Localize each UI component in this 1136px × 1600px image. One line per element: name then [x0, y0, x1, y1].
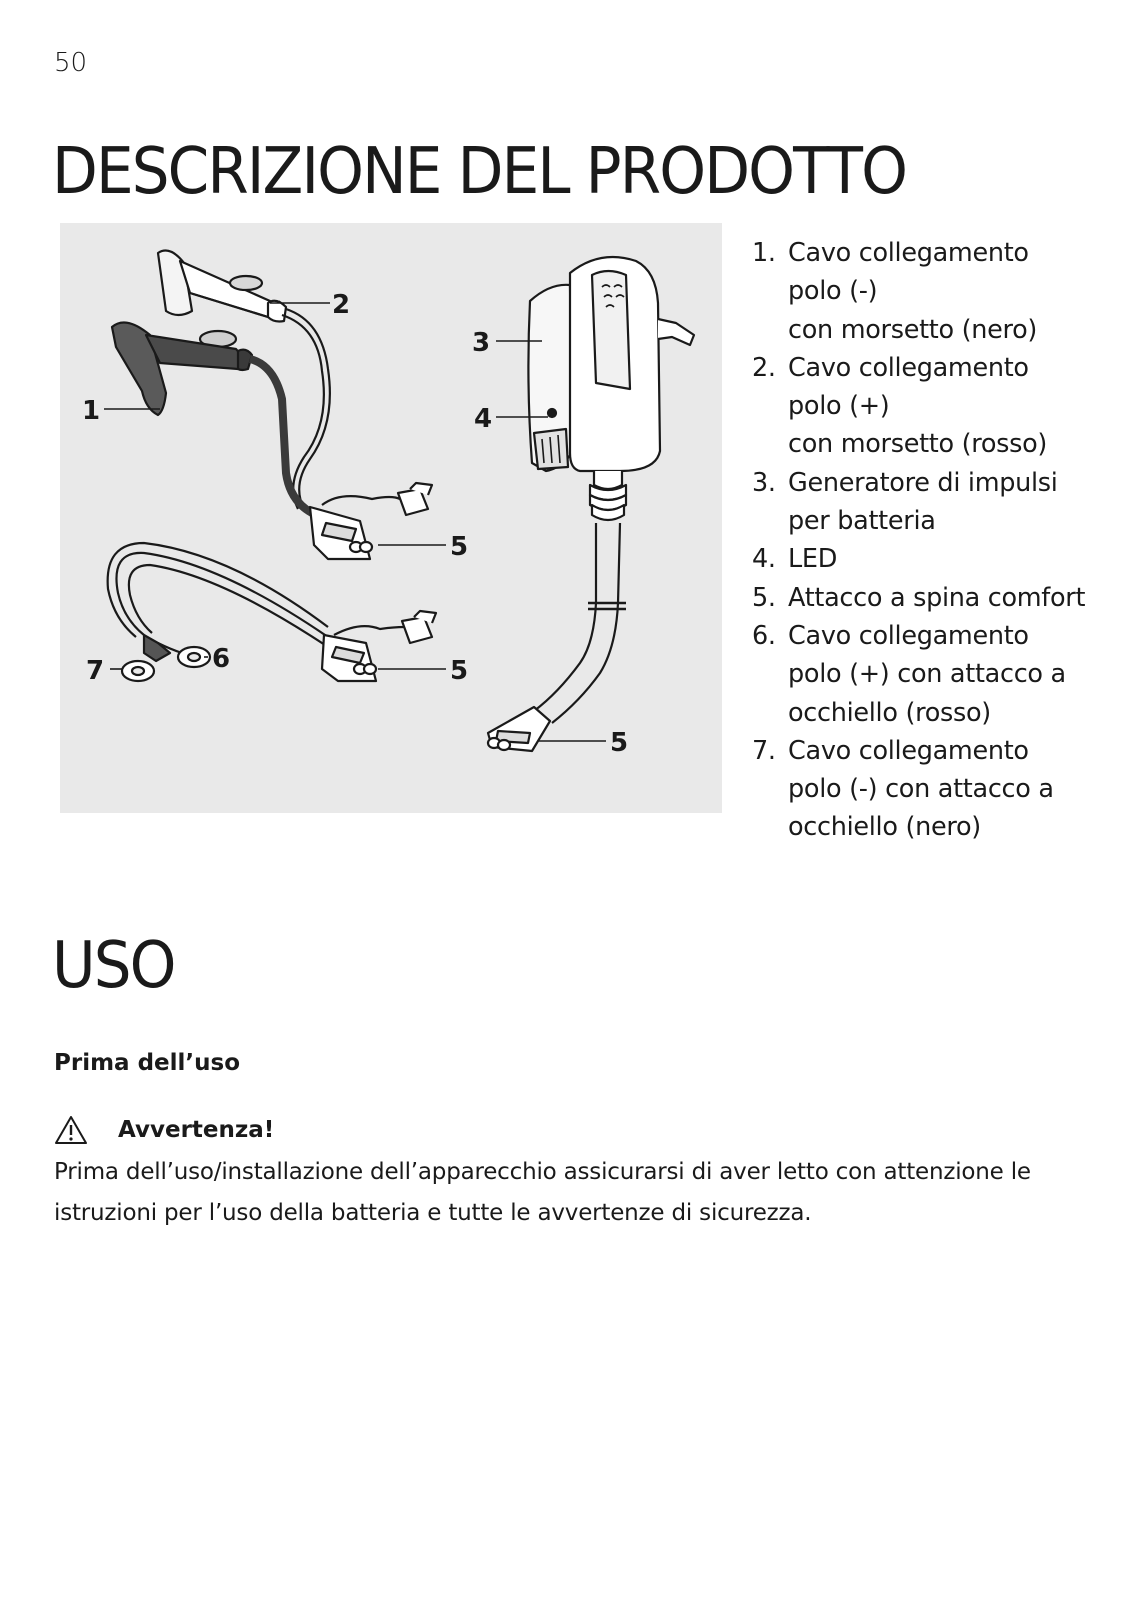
- parts-list-text: per batteria: [788, 506, 936, 537]
- warning-title: Avvertenza!: [118, 1117, 275, 1143]
- parts-list-item: [752, 732, 1132, 847]
- parts-list: [752, 234, 1132, 847]
- warning-triangle-icon: [54, 1115, 88, 1145]
- parts-list-text: polo (+) con attacco a: [788, 659, 1066, 690]
- callout-1: 1: [82, 396, 101, 426]
- parts-list-item: [752, 540, 1132, 578]
- parts-list-text: con morsetto (nero): [788, 314, 1038, 345]
- parts-list-text: Cavo collegamento: [788, 352, 1029, 383]
- parts-list-number: 1.: [752, 238, 776, 268]
- product-illustration: [60, 223, 722, 813]
- callout-7: 7: [86, 656, 105, 686]
- page-number: 50: [54, 48, 88, 78]
- parts-list-item: [752, 579, 1132, 617]
- clamp-negative-drawing: [112, 323, 312, 514]
- pulse-generator-drawing: [488, 257, 694, 751]
- clamp-positive-drawing: [158, 251, 330, 509]
- parts-list-text: occhiello (rosso): [788, 697, 991, 728]
- parts-list-item: [752, 464, 1132, 541]
- parts-list-number: 5.: [752, 582, 776, 613]
- usage-title: USO: [52, 929, 175, 1003]
- connector-upper-drawing: [310, 483, 432, 559]
- callout-2: 2: [332, 290, 351, 320]
- callout-5-upper: 5: [450, 532, 469, 562]
- parts-list-number: 6.: [752, 620, 776, 651]
- parts-list-text: polo (-) con attacco a: [788, 774, 1054, 805]
- parts-list-text: Attacco a spina comfort: [788, 582, 1086, 613]
- parts-list-item: [752, 349, 1132, 464]
- parts-list-text: Cavo collegamento: [788, 238, 1029, 268]
- callout-6: 6: [212, 644, 231, 674]
- product-description-title: DESCRIZIONE DEL PRODOTTO: [52, 135, 907, 209]
- parts-list-text: occhiello (nero): [788, 812, 981, 843]
- parts-list-text: Cavo collegamento: [788, 735, 1029, 766]
- parts-list-text: Generatore di impulsi: [788, 467, 1058, 498]
- warning-text: Prima dell’uso/installazione dell’apparecchio assicurarsi di aver letto con attenzione le istruzioni per l’uso della batteria e tutte le avvertenze di sicurezza.: [54, 1159, 1031, 1226]
- before-use-heading: Prima dell’uso: [54, 1050, 241, 1076]
- product-illustration-svg: [60, 223, 722, 813]
- parts-list-text: polo (-): [788, 276, 878, 307]
- parts-list-text: con morsetto (rosso): [788, 429, 1048, 460]
- callout-5-charger: 5: [610, 728, 629, 758]
- callout-3: 3: [472, 328, 491, 358]
- parts-list-item: [752, 617, 1132, 732]
- parts-list-number: 7.: [752, 735, 776, 766]
- callout-4: 4: [474, 404, 493, 434]
- callout-5-lower: 5: [450, 656, 469, 686]
- parts-list-number: 4.: [752, 544, 776, 575]
- warning-heading: [54, 1113, 274, 1147]
- ring-terminal-cable-drawing: [108, 543, 436, 681]
- parts-list-number: 2.: [752, 352, 776, 383]
- parts-list-number: 3.: [752, 467, 776, 498]
- parts-list-text: LED: [788, 544, 838, 575]
- parts-list-item: [752, 234, 1132, 349]
- parts-list-text: Cavo collegamento: [788, 620, 1029, 651]
- parts-list-text: polo (+): [788, 391, 890, 422]
